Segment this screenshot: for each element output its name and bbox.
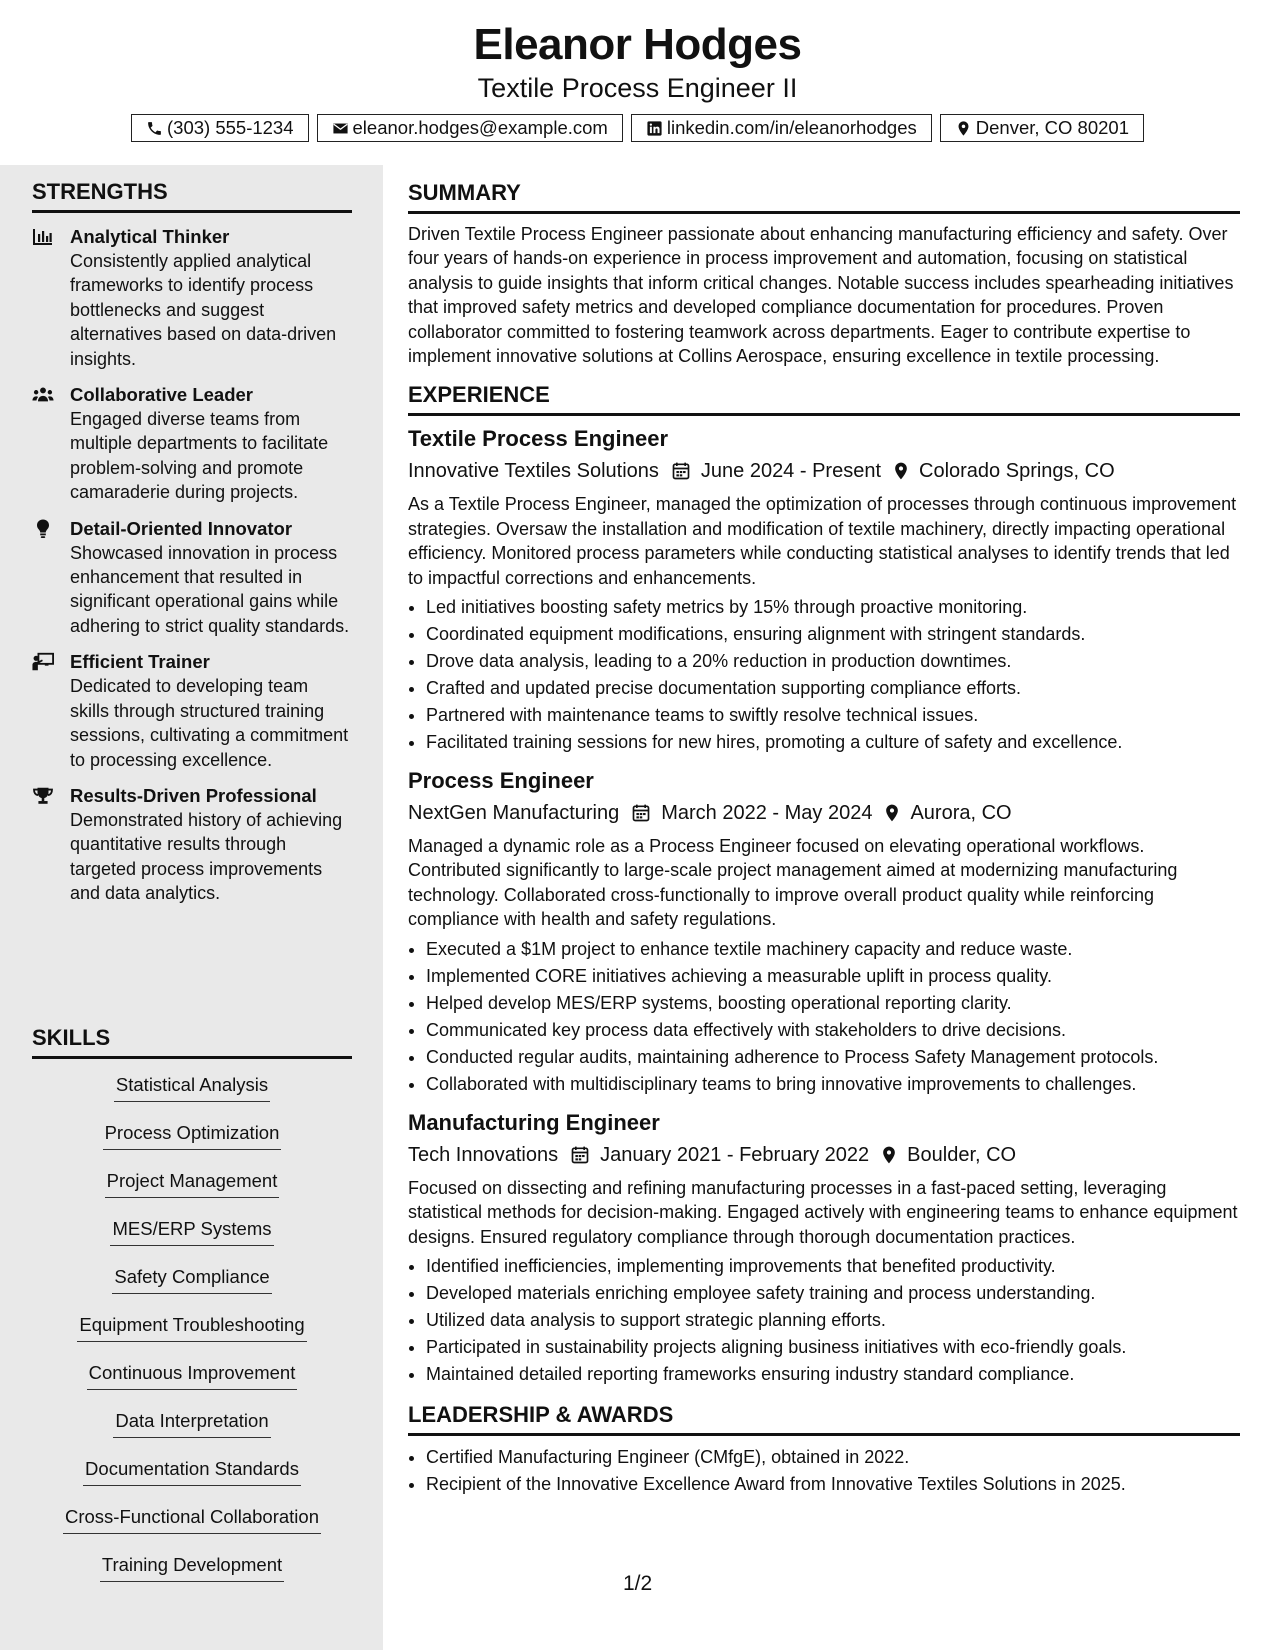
strengths-heading: STRENGTHS [32, 179, 352, 213]
job-location: Boulder, CO [907, 1143, 1017, 1166]
skill-tag: Project Management [105, 1163, 280, 1198]
list-item: • Led initiatives boosting safety metrics by 15% through proactive monitoring. [426, 594, 1240, 621]
strength-item [32, 383, 352, 505]
contact-email-text: eleanor.hodges@example.com [352, 117, 608, 138]
list-item: • Coordinated equipment modifications, ensuring alignment with stringent standards. [426, 621, 1240, 648]
skills-list [32, 1067, 352, 1595]
strength-item [32, 225, 352, 371]
location-pin-icon [879, 1145, 899, 1165]
experience-heading: EXPERIENCE [408, 382, 1240, 416]
skills-section [32, 1025, 352, 1595]
strength-desc: Showcased innovation in process enhancement that resulted in significant operational gains while adhering to strict quality standards. [70, 542, 350, 636]
list-item: • Partnered with maintenance teams to swiftly resolve technical issues. [426, 702, 1240, 729]
resume-header [0, 0, 1275, 165]
job-description: Managed a dynamic role as a Process Engineer focused on elevating operational workflows. Contributed significantly to large-scale project management aimed at modernizing manufacturing technology. Collaborated cross-functionally to improve overall product quality while reinforcing compliance with health and safety regulations. [408, 836, 1178, 930]
job-title: Manufacturing Engineer [408, 1109, 660, 1135]
list-item: • Utilized data analysis to support strategic planning efforts. [426, 1307, 1240, 1334]
bar-chart-icon [32, 227, 54, 247]
list-item: • Facilitated training sessions for new hires, promoting a culture of safety and excellence. [426, 729, 1240, 756]
list-item: • Implemented CORE initiatives achieving a measurable uplift in process quality. [426, 963, 1240, 990]
location-pin-icon [955, 120, 972, 137]
strength-desc: Dedicated to developing team skills through structured training sessions, cultivating a commitment to processing excellence. [70, 676, 349, 770]
contact-linkedin[interactable] [631, 114, 932, 142]
skill-tag: Safety Compliance [112, 1259, 271, 1294]
calendar-icon [671, 461, 691, 481]
skills-heading: SKILLS [32, 1025, 352, 1059]
list-item: • Certified Manufacturing Engineer (CMfgE), obtained in 2022. [426, 1444, 1240, 1471]
phone-icon [146, 120, 163, 137]
contact-location-text: Denver, CO 80201 [975, 117, 1129, 138]
job-location: Colorado Springs, CO [919, 460, 1115, 483]
skill-tag: Statistical Analysis [114, 1067, 270, 1102]
list-item: • Drove data analysis, leading to a 20% reduction in production downtimes. [426, 648, 1240, 675]
trophy-icon [32, 786, 54, 806]
job-bullets [408, 936, 1240, 1098]
contact-bar [0, 114, 1275, 142]
list-item: • Developed materials enriching employee safety training and process understanding. [426, 1280, 1240, 1307]
strength-item [32, 517, 352, 639]
location-pin-icon [882, 803, 902, 823]
skill-tag: Documentation Standards [83, 1451, 301, 1486]
list-item: • Participated in sustainability projects aligning business initiatives with eco-friendly goals. [426, 1334, 1240, 1361]
job-dates: June 2024 - Present [700, 460, 882, 483]
calendar-icon [570, 1145, 590, 1165]
strength-title: Detail-Oriented Innovator [70, 517, 293, 539]
lightbulb-icon [32, 519, 54, 539]
summary-heading: SUMMARY [408, 180, 1240, 214]
strength-item [32, 650, 352, 772]
awards-section [408, 1402, 1240, 1498]
job-dates: January 2021 - February 2022 [600, 1143, 870, 1166]
summary-text: Driven Textile Process Engineer passionate about enhancing manufacturing efficiency and safety. Over four years of hands-on experience in process improvement and automation, focusing on statistical analysis to guide insights that inform critical changes. Notable success includes spearheading initiatives that improved safety metrics and developed compliance documentation for procedures. Proven collaborator committed to fostering teamwork across departments. Eager to contribute expertise to implement innovative solutions at Collins Aerospace, ensuring excellence in textile processing. [408, 224, 1234, 367]
awards-list [408, 1444, 1240, 1498]
job-entry [408, 1108, 1240, 1388]
strength-title: Results-Driven Professional [70, 784, 317, 806]
skill-tag: Cross-Functional Collaboration [63, 1499, 321, 1534]
job-title: Process Engineer [408, 768, 594, 794]
strength-desc: Consistently applied analytical frameworks to identify process bottlenecks and suggest alternatives based on data-driven insights. [70, 251, 337, 369]
list-item: • Recipient of the Innovative Excellence Award from Innovative Textiles Solutions in 2025. [426, 1471, 1240, 1498]
list-item: • Communicated key process data effectively with stakeholders to drive decisions. [426, 1017, 1240, 1044]
candidate-title: Textile Process Engineer II [477, 73, 798, 103]
job-meta [408, 1140, 1240, 1170]
job-entry [408, 424, 1240, 756]
job-description: As a Textile Process Engineer, managed the optimization of processes through continuous improvement strategies. Oversaw the installation and modification of textile machinery, directly impacting operational efficiency. Monitored process parameters while conducting statistical analyses to identify trends that led to impactful corrections and enhancements. [408, 494, 1237, 588]
job-company: Tech Innovations [408, 1143, 559, 1166]
strength-item [32, 784, 352, 906]
strength-desc: Engaged diverse teams from multiple departments to facilitate problem-solving and promote camaraderie during projects. [70, 409, 329, 503]
strength-title: Analytical Thinker [70, 226, 230, 247]
job-bullets [408, 594, 1240, 756]
skill-tag: Training Development [100, 1547, 284, 1582]
strengths-section [32, 179, 352, 906]
skill-tag: Continuous Improvement [87, 1355, 298, 1390]
skill-tag: Data Interpretation [113, 1403, 270, 1438]
linkedin-icon [646, 120, 663, 137]
job-meta [408, 456, 1240, 486]
strength-title: Efficient Trainer [70, 651, 210, 673]
summary-section [408, 180, 1240, 368]
awards-heading: LEADERSHIP & AWARDS [408, 1402, 1240, 1436]
list-item: • Conducted regular audits, maintaining adherence to Process Safety Management protocols. [426, 1044, 1240, 1071]
experience-section [408, 382, 1240, 1387]
list-item: • Crafted and updated precise documentation supporting compliance efforts. [426, 675, 1240, 702]
location-pin-icon [891, 461, 911, 481]
strength-desc: Demonstrated history of achieving quantitative results through targeted process improvements and data analytics. [70, 809, 343, 904]
list-item: • Executed a $1M project to enhance textile machinery capacity and reduce waste. [426, 936, 1240, 963]
trainer-board-icon [32, 652, 54, 672]
sidebar [0, 165, 383, 1650]
email-icon [332, 120, 349, 137]
users-icon [32, 385, 54, 405]
main-column [408, 180, 1240, 1512]
job-dates: March 2022 - May 2024 [661, 802, 873, 825]
job-meta [408, 798, 1240, 828]
contact-phone[interactable] [131, 114, 309, 142]
job-entry [408, 766, 1240, 1098]
job-company: Innovative Textiles Solutions [408, 460, 659, 483]
contact-location [940, 114, 1144, 142]
job-company: NextGen Manufacturing [408, 802, 620, 825]
list-item: • Helped develop MES/ERP systems, boosting operational reporting clarity. [426, 990, 1240, 1017]
job-description: Focused on dissecting and refining manufacturing processes in a fast-paced setting, leveraging statistical methods for decision-making. Engaged actively with engineering teams to enhance equipment designs. Ensured regulatory compliance through thorough documentation practices. [408, 1177, 1238, 1247]
list-item: • Identified inefficiencies, implementing improvements that benefited productivity. [426, 1253, 1240, 1280]
candidate-name: Eleanor Hodges [473, 20, 802, 69]
job-location: Aurora, CO [910, 802, 1012, 825]
skill-tag: MES/ERP Systems [110, 1211, 273, 1246]
strength-title: Collaborative Leader [70, 384, 254, 406]
calendar-icon [631, 803, 651, 823]
job-title: Textile Process Engineer [408, 426, 669, 452]
contact-email[interactable] [317, 114, 623, 142]
contact-linkedin-text: linkedin.com/in/eleanorhodges [666, 117, 917, 138]
list-item: • Maintained detailed reporting frameworks ensuring industry standard compliance. [426, 1361, 1240, 1388]
skill-tag: Equipment Troubleshooting [77, 1307, 306, 1342]
skill-tag: Process Optimization [103, 1115, 282, 1150]
contact-phone-text: (303) 555-1234 [167, 117, 294, 138]
job-bullets [408, 1253, 1240, 1388]
list-item: • Collaborated with multidisciplinary teams to bring innovative improvements to challenges. [426, 1071, 1240, 1098]
page-number: 1/2 [623, 1572, 653, 1595]
